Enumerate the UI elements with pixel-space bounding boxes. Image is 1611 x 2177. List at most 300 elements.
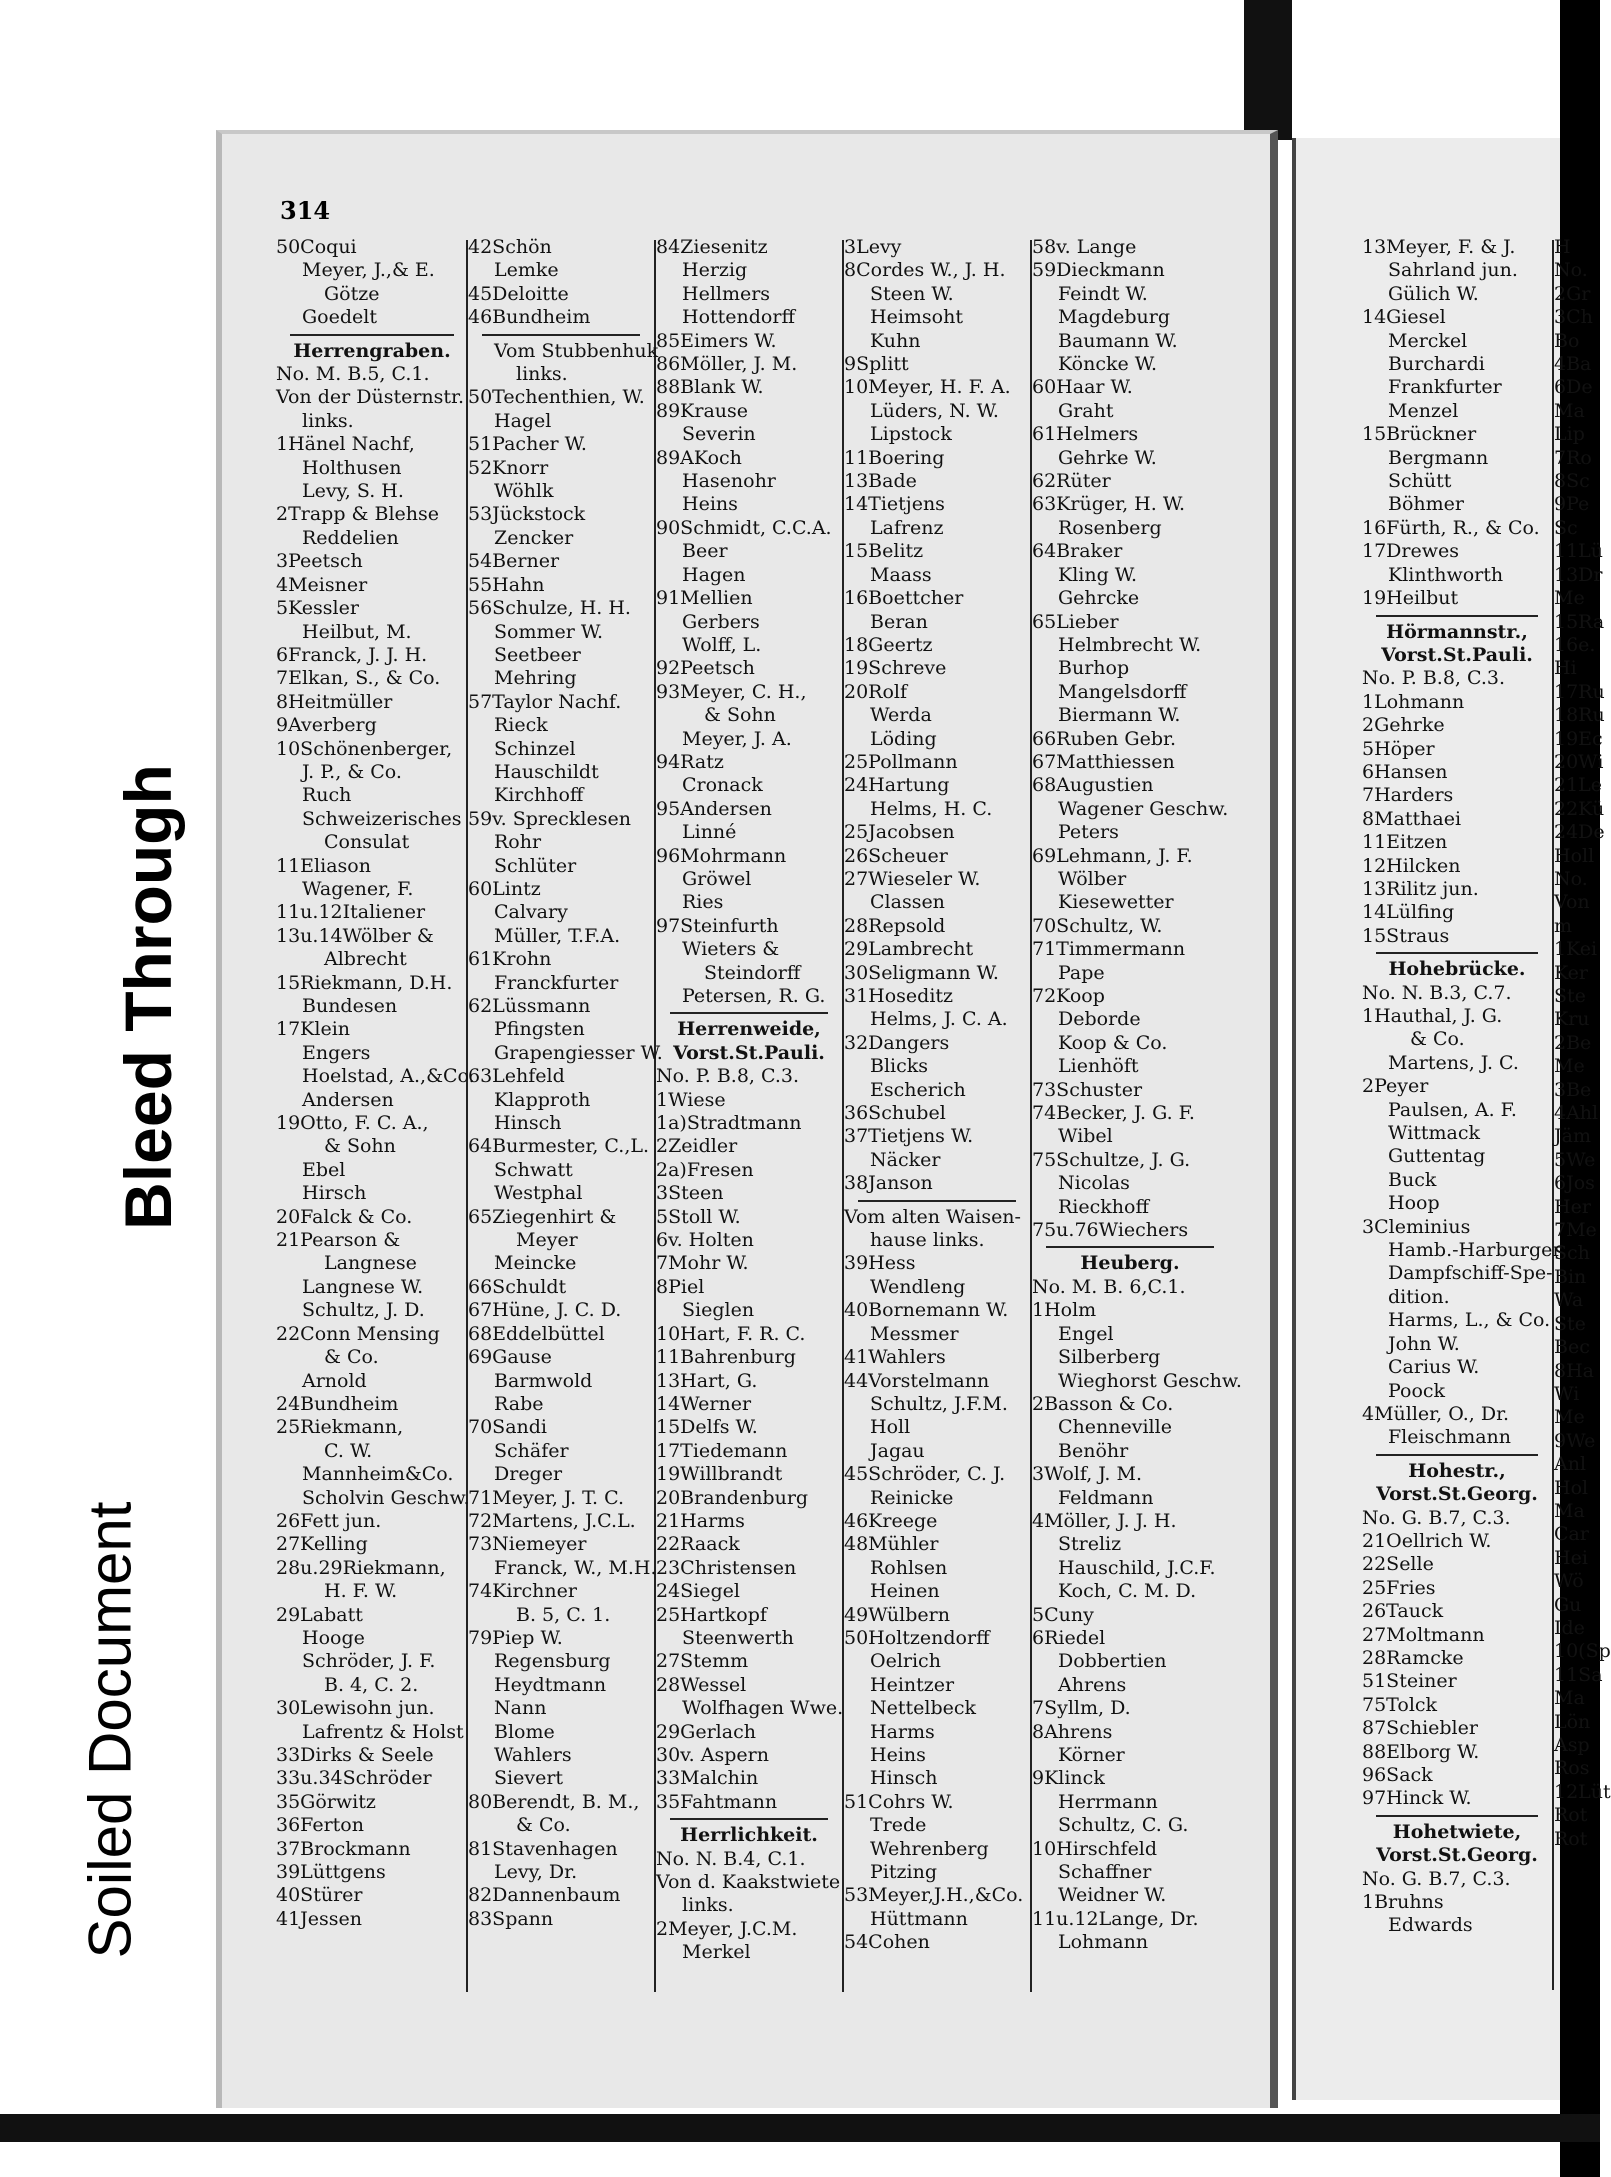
directory-line: Kiesewetter	[1058, 891, 1174, 914]
directory-line: 88Blank W.	[656, 376, 764, 399]
directory-line: 21Oellrich W.	[1362, 1529, 1492, 1552]
directory-line: Anl	[1554, 1453, 1587, 1476]
directory-line: Hoelstad, A.,&Co.	[302, 1065, 475, 1088]
directory-line: 13Bade	[844, 470, 917, 493]
directory-line: Escherich	[870, 1078, 966, 1101]
directory-line: 10Schönenberger,	[276, 737, 453, 760]
directory-line: 6v. Holten	[656, 1229, 754, 1252]
directory-line: 24Bundheim	[276, 1392, 399, 1415]
directory-line: 90Schmidt, C.C.A.	[656, 516, 832, 539]
directory-line: 26Tauck	[1362, 1600, 1444, 1623]
directory-line: 15Belitz	[844, 540, 924, 563]
directory-line: Harms	[870, 1720, 935, 1743]
directory-line: Meincke	[494, 1252, 577, 1275]
directory-line: 82Dannenbaum	[468, 1884, 621, 1907]
directory-line: 11Eliason	[276, 854, 371, 877]
directory-line: 5Höper	[1362, 737, 1435, 760]
directory-line: 54Berner	[468, 550, 560, 573]
directory-line: 2Be	[1554, 1031, 1592, 1054]
directory-line: Langnese	[324, 1252, 417, 1275]
directory-line: 28Ramcke	[1362, 1646, 1464, 1669]
directory-line: Wolfhagen Wwe.	[682, 1697, 844, 1720]
directory-line: Hol	[1554, 1476, 1589, 1499]
street-heading: Hohetwiete,	[1392, 1820, 1522, 1843]
directory-line: Chenneville	[1058, 1416, 1172, 1439]
directory-line: 41Jessen	[276, 1907, 363, 1930]
directory-line: Köncke W.	[1058, 353, 1158, 376]
directory-line: B. 5, C. 1.	[516, 1603, 611, 1626]
directory-column-2	[468, 236, 663, 2006]
directory-line: 83Spann	[468, 1907, 554, 1930]
directory-line: 15Delfs W.	[656, 1416, 758, 1439]
directory-line: 9Pe	[1554, 493, 1590, 516]
directory-line: dition.	[1388, 1285, 1450, 1308]
directory-line: 15Ra	[1554, 610, 1605, 633]
directory-line: Herzig	[682, 259, 748, 282]
directory-line: Von der Düsternstr.	[276, 386, 465, 409]
directory-line: Franckfurter	[494, 971, 619, 994]
directory-line: Werda	[870, 704, 932, 727]
directory-line: Sc	[1554, 516, 1578, 539]
directory-line: 72Martens, J.C.L.	[468, 1509, 636, 1532]
directory-line: Rosenberg	[1058, 516, 1162, 539]
directory-line: 6Franck, J. J. H.	[276, 643, 428, 666]
directory-line: 10(Sp	[1554, 1640, 1611, 1663]
directory-line: Klinthworth	[1388, 563, 1504, 586]
directory-line: 3Levy	[844, 236, 902, 258]
directory-line: Kru	[1554, 1008, 1590, 1031]
directory-line: Von d. Kaakstwiete	[656, 1871, 841, 1894]
directory-line: No. M. B.5, C.1.	[276, 363, 430, 386]
directory-line: Hasenohr	[682, 470, 776, 493]
directory-line: Kling W.	[1058, 563, 1138, 586]
directory-line: 1a)Stradtmann	[656, 1112, 802, 1135]
directory-line: 26Scheuer	[844, 844, 948, 867]
directory-line: Ste	[1554, 1312, 1586, 1335]
directory-line: Wagener Geschw.	[1058, 797, 1229, 820]
directory-line: Vom alten Waisen-	[844, 1205, 1021, 1228]
directory-line: Ker	[1554, 961, 1589, 984]
directory-line: 40Bornemann W.	[844, 1299, 1009, 1322]
directory-line: 63Krüger, H. W.	[1032, 493, 1186, 516]
directory-line: 2a)Fresen	[656, 1158, 754, 1181]
directory-line: Holl	[1554, 844, 1595, 867]
directory-line: Götze	[324, 282, 380, 305]
directory-line: 37Tietjens W.	[844, 1125, 974, 1148]
directory-line: 1Hauthal, J. G.	[1362, 1005, 1503, 1027]
directory-line: 11u.12Italiener	[276, 901, 426, 924]
section-divider	[670, 1012, 828, 1014]
directory-line: Seetbeer	[494, 643, 581, 666]
directory-line: Car	[1554, 1523, 1589, 1546]
directory-line: Sch	[1554, 1242, 1590, 1265]
directory-line: Steenwerth	[682, 1626, 794, 1649]
street-heading: Herrengraben.	[293, 339, 451, 362]
directory-line: 62Lüssmann	[468, 995, 591, 1017]
directory-line: 71Timmermann	[1032, 938, 1186, 961]
directory-line: 36Schubel	[844, 1102, 946, 1125]
directory-line: Schwatt	[494, 1158, 573, 1181]
directory-line: 2Peyer	[1362, 1075, 1429, 1098]
directory-line: 86Möller, J. M.	[656, 353, 798, 376]
directory-line: 91Mellien	[656, 587, 753, 610]
directory-line: Goedelt	[302, 306, 377, 329]
directory-line: 65Lieber	[1032, 610, 1119, 633]
directory-line: 28u.29Riekmann,	[276, 1556, 446, 1579]
directory-line: Wehrenberg	[870, 1837, 989, 1860]
directory-line: 35Görwitz	[276, 1790, 376, 1813]
directory-line: 64Burmester, C.,L.	[468, 1135, 650, 1158]
directory-line: 84Ziesenitz	[656, 236, 768, 258]
directory-line: 3Peetsch	[276, 550, 363, 573]
directory-line: Reddelien	[302, 526, 399, 549]
directory-line: Vom Stubbenhuk	[494, 339, 659, 362]
section-divider	[858, 1200, 1016, 1202]
directory-line: 62Rüter	[1032, 470, 1111, 493]
directory-line: Gülich W.	[1388, 282, 1479, 305]
directory-line: 19Heilbut	[1362, 587, 1459, 610]
directory-line: Peters	[1058, 821, 1119, 844]
directory-line: 20Falck & Co.	[276, 1205, 413, 1228]
directory-line: 37Brockmann	[276, 1837, 411, 1860]
directory-line: 96Sack	[1362, 1764, 1433, 1786]
directory-line: Asp	[1554, 1734, 1590, 1756]
directory-line: Mangelsdorff	[1058, 680, 1187, 703]
directory-line: Merckel	[1388, 329, 1468, 352]
directory-line: Regensburg	[494, 1650, 611, 1673]
directory-line: Mannheim&Co.	[302, 1463, 454, 1486]
directory-line: Schultz, J. D.	[302, 1299, 425, 1322]
directory-line: 14Giesel	[1362, 306, 1446, 329]
directory-line: Jäm	[1554, 1125, 1591, 1148]
directory-line: 15Riekmann, D.H.	[276, 971, 453, 994]
directory-line: Baumann W.	[1058, 329, 1178, 352]
directory-line: 35Fahtmann	[656, 1790, 778, 1813]
directory-line: Hauschildt	[494, 760, 599, 783]
directory-line: Wöhlk	[494, 480, 554, 503]
directory-line: Schultz, C. G.	[1058, 1814, 1189, 1837]
directory-line: 61Helmers	[1032, 423, 1139, 446]
directory-line: No. N. B.3, C.7.	[1362, 981, 1512, 1004]
directory-line: Klapproth	[494, 1088, 591, 1111]
directory-line: Rohr	[494, 831, 542, 854]
directory-line: 39Hess	[844, 1252, 916, 1275]
directory-line: Hagel	[494, 409, 552, 432]
directory-line: Classen	[870, 891, 945, 914]
directory-line: 68Eddelbüttel	[468, 1322, 605, 1345]
directory-line: 96Mohrmann	[656, 844, 787, 867]
directory-line: 5Kessler	[276, 597, 359, 620]
street-heading: Hohestr.,	[1408, 1459, 1506, 1482]
directory-line: 9Splitt	[844, 353, 909, 376]
directory-line: Heilbut, M.	[302, 620, 412, 643]
directory-line: Meyer, J. A.	[682, 727, 792, 750]
directory-line: 17Tiedemann	[656, 1439, 788, 1462]
directory-line: 4Möller, J. J. H.	[1032, 1509, 1177, 1532]
directory-line: Blome	[494, 1720, 555, 1743]
directory-line: 69Gause	[468, 1346, 552, 1369]
section-divider	[1376, 952, 1538, 954]
directory-line: 24Hartung	[844, 774, 950, 797]
directory-line: Wieters &	[682, 938, 780, 961]
directory-line: 79Piep W.	[468, 1626, 563, 1649]
directory-line: Levy, S. H.	[302, 480, 404, 503]
directory-line: 15Brückner	[1362, 423, 1477, 446]
directory-line: Feindt W.	[1058, 282, 1148, 305]
directory-line: Ma	[1554, 399, 1585, 422]
directory-line: 75u.76Wiechers	[1032, 1219, 1189, 1242]
directory-line: No. P. B.8, C.3.	[656, 1065, 800, 1088]
directory-line: 97Steinfurth	[656, 914, 779, 937]
directory-line: Lipstock	[870, 423, 952, 446]
directory-line: 60Lintz	[468, 877, 541, 900]
directory-line: Näcker	[870, 1148, 941, 1171]
directory-line: Sahrland jun.	[1388, 259, 1518, 282]
directory-line: 8Piel	[656, 1275, 705, 1298]
directory-line: & Co.	[516, 1814, 571, 1837]
directory-line: Lüders, N. W.	[870, 399, 999, 422]
directory-line: 19Ec	[1554, 727, 1603, 750]
directory-line: 3Ch	[1554, 306, 1593, 329]
directory-line: 31Hoseditz	[844, 985, 954, 1007]
directory-line: No. P. B.8, C.3.	[1362, 667, 1506, 690]
directory-column-7-cut	[1554, 236, 1611, 2006]
street-heading: Hohebrücke.	[1388, 958, 1526, 981]
directory-line: Ries	[682, 891, 724, 914]
directory-line: 14Werner	[656, 1392, 752, 1415]
directory-line: Körner	[1058, 1744, 1125, 1766]
directory-line: Dobbertien	[1058, 1650, 1167, 1673]
section-divider	[670, 1818, 828, 1820]
directory-line: Streliz	[1058, 1533, 1122, 1556]
directory-line: 30Lewisohn jun.	[276, 1697, 435, 1720]
directory-line: 50Coqui	[276, 236, 357, 258]
directory-line: Me	[1554, 587, 1585, 610]
directory-line: 89Krause	[656, 399, 749, 422]
directory-line: Schultz, J.F.M.	[870, 1392, 1008, 1415]
directory-line: 95Andersen	[656, 797, 772, 820]
directory-line: 87Schiebler	[1362, 1717, 1478, 1740]
directory-line: m	[1554, 914, 1573, 937]
directory-line: 3Wolf, J. M.	[1032, 1463, 1142, 1486]
directory-line: 25Jacobsen	[844, 821, 955, 844]
directory-line: Hottendorff	[682, 306, 795, 329]
directory-line: 25Hartkopf	[656, 1603, 767, 1626]
directory-line: 51Cohrs W.	[844, 1790, 954, 1813]
directory-line: 6Riedel	[1032, 1626, 1106, 1649]
directory-line: B. 4, C. 2.	[324, 1673, 419, 1696]
directory-line: Heinen	[870, 1580, 940, 1603]
directory-line: Heins	[682, 493, 738, 516]
directory-line: Reinicke	[870, 1486, 954, 1509]
directory-line: 2Gehrke	[1362, 714, 1445, 737]
directory-line: Steen W.	[870, 282, 954, 305]
directory-line: 17Ru	[1554, 680, 1605, 703]
directory-line: Martens, J. C.	[1388, 1051, 1519, 1074]
directory-line: 66Ruben Gebr.	[1032, 727, 1177, 750]
directory-line: 21Pearson &	[276, 1229, 401, 1252]
directory-line: Bundesen	[302, 995, 398, 1017]
directory-line: No. M. B. 6,C.1.	[1032, 1275, 1186, 1298]
directory-line: 18Geertz	[844, 633, 933, 656]
directory-line: Me	[1554, 1055, 1585, 1078]
directory-line: Hinsch	[494, 1112, 562, 1135]
directory-line: Feldmann	[1058, 1486, 1154, 1509]
directory-line: 52Knorr	[468, 456, 549, 479]
section-divider	[482, 334, 640, 336]
directory-line: 44Vorstelmann	[844, 1369, 990, 1392]
directory-line: 19Willbrandt	[656, 1463, 783, 1486]
directory-line: Beran	[870, 610, 928, 633]
directory-line: 70Sandi	[468, 1416, 547, 1439]
directory-line: 23Christensen	[656, 1556, 797, 1579]
directory-line: Ste	[1554, 985, 1586, 1007]
directory-line: Jagau	[870, 1439, 925, 1462]
directory-line: Ma	[1554, 1687, 1585, 1710]
directory-line: Lafrentz & Holst	[302, 1720, 464, 1743]
section-divider	[1376, 1454, 1538, 1456]
directory-line: Nettelbeck	[870, 1697, 977, 1720]
directory-line: Wa	[1554, 1289, 1584, 1312]
directory-line: Zencker	[494, 526, 574, 549]
directory-column-1	[276, 236, 475, 2006]
directory-line: 89AKoch	[656, 446, 742, 469]
directory-line: 55Hahn	[468, 573, 545, 596]
directory-line: Graht	[1058, 399, 1114, 422]
directory-line: 93Meyer, C. H.,	[656, 680, 807, 703]
street-heading: Heuberg.	[1080, 1252, 1180, 1275]
directory-line: Bo	[1554, 329, 1580, 352]
directory-line: Trede	[870, 1814, 927, 1837]
directory-line: 48Mühler	[844, 1533, 939, 1556]
directory-line: 30Seligmann W.	[844, 961, 999, 984]
directory-line: links.	[682, 1894, 734, 1917]
directory-line: Bergmann	[1388, 446, 1489, 469]
directory-line: 15Straus	[1362, 924, 1450, 947]
directory-line: Rot	[1554, 1804, 1588, 1827]
directory-line: 11Bahrenburg	[656, 1346, 796, 1369]
directory-line: 25Pollmann	[844, 750, 958, 773]
scan-edge-bar-bottom	[0, 2114, 1600, 2142]
directory-line: Guttentag	[1388, 1145, 1486, 1168]
directory-line: 38Janson	[844, 1172, 933, 1195]
directory-line: Calvary	[494, 901, 568, 924]
street-heading: Vorst.St.Pauli.	[1381, 643, 1533, 666]
directory-line: 2Gr	[1554, 282, 1591, 305]
directory-line: Rot	[1554, 1827, 1588, 1850]
directory-line: Helms, H. C.	[870, 797, 993, 820]
directory-line: 11Lü	[1554, 540, 1604, 563]
directory-line: Lemke	[494, 259, 559, 282]
directory-line: 1Bruhns	[1362, 1891, 1444, 1914]
directory-line: Lafrenz	[870, 516, 944, 539]
directory-line: Meyer	[516, 1229, 578, 1252]
directory-line: 92Peetsch	[656, 657, 755, 680]
directory-line: 1Holm	[1032, 1299, 1097, 1322]
directory-line: Poock	[1388, 1379, 1446, 1402]
directory-line: Heins	[870, 1744, 926, 1766]
directory-line: 22Conn Mensing	[276, 1322, 440, 1345]
directory-line: Messmer	[870, 1322, 959, 1345]
directory-line: 14Lülfing	[1362, 901, 1455, 924]
directory-line: 8Ha	[1554, 1359, 1594, 1382]
directory-line: Franck, W., M.H.	[494, 1556, 657, 1579]
directory-line: Merkel	[682, 1941, 751, 1964]
directory-line: Burchardi	[1388, 353, 1485, 376]
directory-line: & Co.	[324, 1346, 379, 1369]
directory-line: Fleischmann	[1388, 1426, 1512, 1449]
directory-line: 50Holtzendorff	[844, 1626, 990, 1649]
directory-line: Rieck	[494, 714, 548, 737]
directory-line: 26Fett jun.	[276, 1509, 382, 1532]
directory-line: 24De	[1554, 821, 1605, 844]
directory-line: 1Lohmann	[1362, 690, 1465, 713]
directory-line: 53Meyer,J.H.,&Co.	[844, 1884, 1024, 1907]
directory-line: Pape	[1058, 961, 1105, 984]
directory-line: 7Mohr W.	[656, 1252, 749, 1275]
directory-line: 56Schulze, H. H.	[468, 597, 631, 620]
directory-line: 88Elborg W.	[1362, 1740, 1480, 1763]
directory-line: 13Dr	[1554, 563, 1603, 586]
directory-line: Her	[1554, 1195, 1591, 1218]
directory-line: Wendleng	[870, 1275, 966, 1298]
directory-line: Schaffner	[1058, 1861, 1152, 1884]
directory-line: Hagen	[682, 563, 746, 586]
directory-line: Hauschild, J.C.F.	[1058, 1556, 1216, 1579]
directory-line: 24Siegel	[656, 1580, 740, 1603]
directory-line: No. G. B.7, C.3.	[1362, 1506, 1511, 1529]
directory-line: 3Steen	[656, 1182, 724, 1205]
directory-line: 11u.12Lange, Dr.	[1032, 1907, 1199, 1930]
directory-line: 10Meyer, H. F. A.	[844, 376, 1011, 399]
directory-line: Pitzing	[870, 1861, 937, 1884]
directory-line: & Co.	[1410, 1028, 1465, 1051]
directory-line: 2Meyer, J.C.M.	[656, 1917, 798, 1940]
street-heading: Hörmannstr.,	[1386, 620, 1528, 643]
directory-line: 70Schultz, W.	[1032, 914, 1163, 937]
directory-line: 36Ferton	[276, 1814, 364, 1837]
directory-line: Schinzel	[494, 737, 576, 760]
directory-line: Gröwel	[682, 867, 752, 890]
directory-line: 53Jückstock	[468, 503, 586, 526]
directory-line: 45Schröder, C. J.	[844, 1463, 1006, 1486]
directory-line: 16e.	[1554, 633, 1596, 656]
directory-line: Biermann W.	[1058, 704, 1181, 727]
directory-line: Wö	[1554, 1570, 1584, 1593]
directory-line: Lip	[1554, 423, 1585, 446]
directory-line: Wölber	[1058, 867, 1127, 890]
directory-line: 13u.14Wölber &	[276, 924, 434, 947]
directory-line: Herrmann	[1058, 1790, 1158, 1813]
directory-line: C. W.	[324, 1439, 373, 1462]
directory-line: Me	[1554, 1406, 1585, 1429]
directory-line: 49Wülbern	[844, 1603, 950, 1626]
directory-line: 75Tolck	[1362, 1693, 1438, 1716]
directory-line: 21Harms	[656, 1509, 745, 1532]
directory-line: & Sohn	[324, 1135, 396, 1158]
directory-line: 11Eitzen	[1362, 831, 1448, 854]
directory-line: 27Moltmann	[1362, 1623, 1485, 1646]
scan-edge-bar-top	[1244, 0, 1292, 140]
directory-line: 12Lüt	[1554, 1780, 1611, 1803]
directory-line: Bec	[1554, 1336, 1590, 1359]
directory-line: Sieglen	[682, 1299, 755, 1322]
directory-line: 72Koop	[1032, 985, 1105, 1007]
directory-line: Langnese W.	[302, 1275, 424, 1298]
directory-line: Wolff, L.	[682, 633, 762, 656]
directory-line: Silberberg	[1058, 1346, 1161, 1369]
soiled-document-label-text: Soiled Document	[76, 1501, 144, 1959]
